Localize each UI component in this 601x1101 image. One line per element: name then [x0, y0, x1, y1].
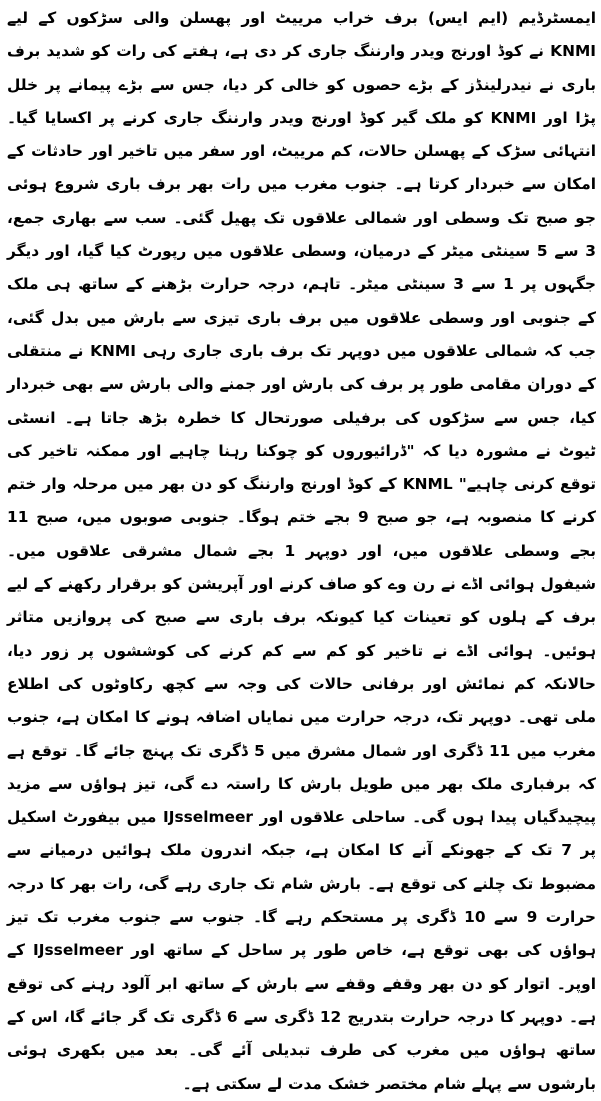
article-body: ایمسٹرڈیم (ایم ایس) برف خراب مرییٹ اور پھسلن والی سڑکوں کے لیے KNMI نے کوڈ اورنج ویدر وارننگ جاری کر دی ہے، ہفتے کی رات کو شدید برف باری نے نیدرلینڈز کے بڑے حصوں کو خالی کر دیا، جس سے بڑے پیمانے پر خلل پڑا اور KNMI کو ملک گیر کوڈ اورنج ویدر وارننگ جاری کرنے پر اکسایا گیا۔ انتہائی سڑک کے پھسلن حالات، کم مرییٹ، اور سفر میں تاخیر اور حادثات کے امکان سے خبردار کرتا ہے۔ جنوب مغرب میں رات بھر برف باری شروع ہوئی جو صبح تک وسطی اور شمالی علاقوں تک پھیل گئی۔ سب سے بھاری جمع، 3 سے 5 سینٹی میٹر کے درمیان، وسطی علاقوں میں رپورٹ کیا گیا، اور دیگر جگہوں پر 1 سے 3 سینٹی میٹر۔ تاہم، درجہ حرارت بڑھنے کے ساتھ ہی ملک کے جنوبی اور وسطی علاقوں میں برف باری تیزی سے بارش میں بدل گئی، جب کہ شمالی علاقوں میں دوپہر تک برف باری جاری رہی KNMI نے منتقلی کے دوران مقامی طور پر برف کی بارش اور جمنے والی بارش سے بھی خبردار کیا، جس سے سڑکوں کی برفیلی صورتحال کا خطرہ بڑھ جاتا ہے۔ انسٹی ٹیوٹ نے مشورہ دیا کہ "ڈرائیوروں کو چوکنا رہنا چاہیے اور ممکنہ تاخیر کی توقع کرنی چاہیے" KNML کے کوڈ اورنج وارننگ کو دن بھر میں مرحلہ وار ختم کرنے کا منصوبہ ہے، جو صبح 9 بجے ختم ہوگا۔ جنوبی صوبوں میں، صبح 11 بجے وسطی علاقوں میں، اور دوپہر 1 بجے شمال مشرقی علاقوں میں۔ شیفول ہوائی اڈے نے رن وے کو صاف کرنے اور آپریشن کو برقرار رکھنے کے لیے برف کے ہلوں کو تعینات کیا کیونکہ برف باری سے صبح کی پروازیں متاثر ہوئیں۔ ہوائی اڈے نے تاخیر کو کم سے کم کرنے کی کوششوں پر زور دیا، حالانکہ کم نمائش اور برفانی حالات کی وجہ سے کچھ رکاوٹوں کی اطلاع ملی تھی۔ دوپہر تک، درجہ حرارت میں نمایاں اضافہ ہونے کا امکان ہے، جنوب مغرب میں 11 ڈگری اور شمال مشرق میں 5 ڈگری تک پہنچ جائے گا۔ توقع ہے کہ برفباری ملک بھر میں طویل بارش کا راستہ دے گی، تیز ہواؤں سے مزید پیچیدگیاں پیدا ہوں گی۔ ساحلی علاقوں اور IJsselmeer میں بیفورٹ اسکیل پر 7 تک کے جھونکے آنے کا امکان ہے، جبکہ اندرون ملک ہوائیں درمیانے سے مضبوط تک چلنے کی توقع ہے۔ بارش شام تک جاری رہے گی، رات بھر کا درجہ حرارت 9 سے 10 ڈگری پر مستحکم رہے گا۔ جنوب سے جنوب مغرب تک تیز ہواؤں کی بھی توقع ہے، خاص طور پر ساحل کے ساتھ اور IJsselmeer کے اوپر۔ اتوار کو دن بھر وقفے وقفے سے بارش کے ساتھ ابر آلود رہنے کی توقع ہے۔ دوپہر کا درجہ حرارت بتدریج 12 ڈگری سے 6 ڈگری تک گر جائے گا، اس کے ساتھ ہواؤں میں مغرب کی طرف تبدیلی آئے گی۔ بعد میں بکھری ہوئی بارشوں سے پہلے شام مختصر خشک مدت لے سکتی ہے۔ [7, 9, 597, 1093]
